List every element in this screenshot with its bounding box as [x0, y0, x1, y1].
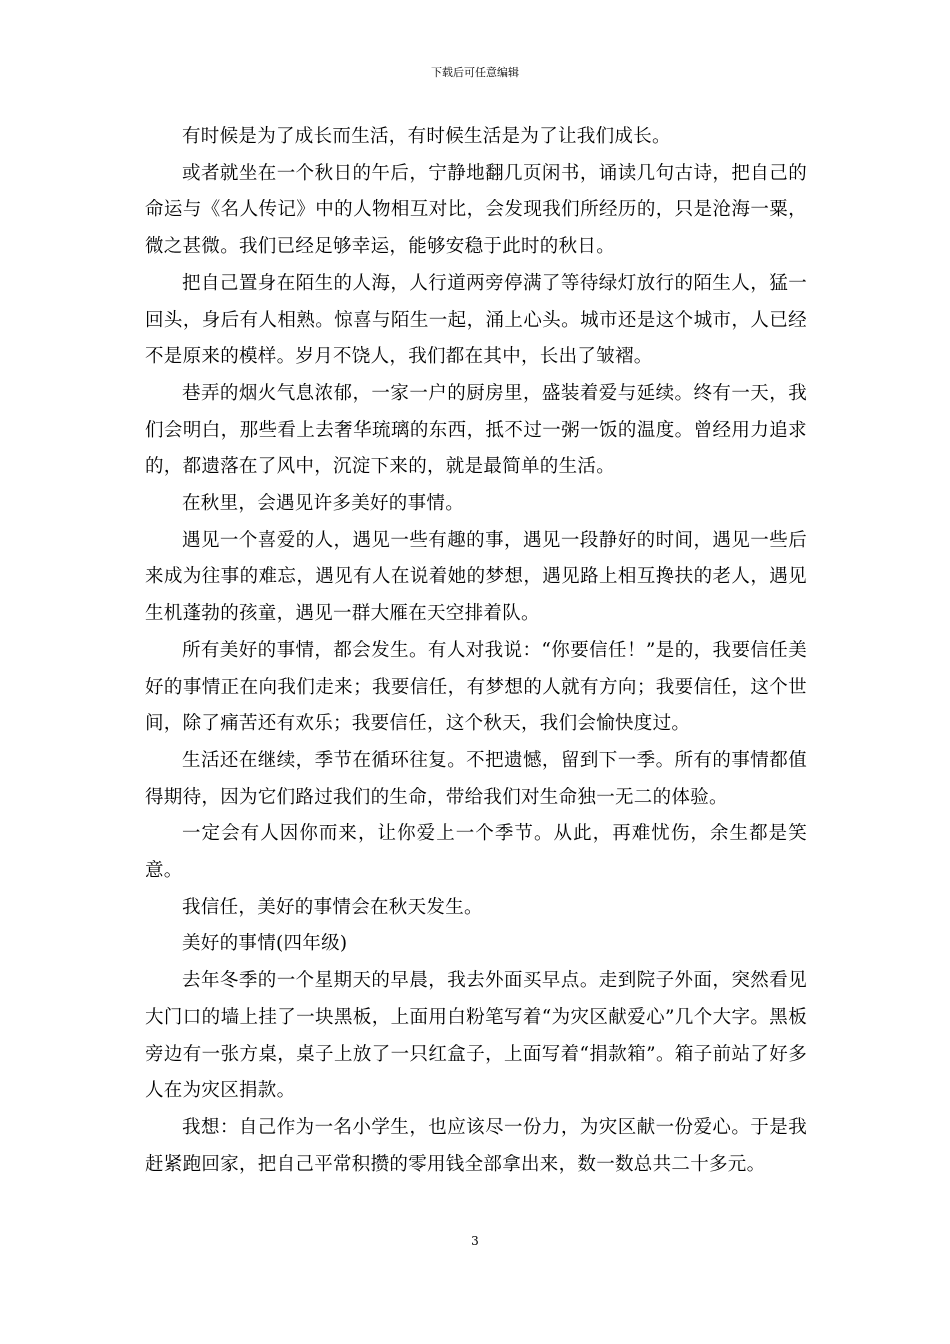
paragraph: 巷弄的烟火气息浓郁，一家一户的厨房里，盛装着爱与延续。终有一天，我们会明白，那些看上去奢华琉璃的东西，抵不过一粥一饭的温度。曾经用力追求的，都遗落在了风中，沉淀下来的，就是最简单的生活。 [145, 382, 807, 478]
paragraph: 遇见一个喜爱的人，遇见一些有趣的事，遇见一段静好的时间，遇见一些后来成为往事的难忘，遇见有人在说着她的梦想，遇见路上相互搀扶的老人，遇见生机蓬勃的孩童，遇见一群大雁在天空排着队。 [145, 529, 807, 625]
paragraph: 所有美好的事情，都会发生。有人对我说：“你要信任！”是的，我要信任美好的事情正在向我们走来；我要信任，有梦想的人就有方向；我要信任，这个世间，除了痛苦还有欢乐；我要信任，这个秋天，我们会愉快度过。 [145, 639, 807, 735]
page-number: 3 [471, 1234, 479, 1248]
paragraph: 把自己置身在陌生的人海，人行道两旁停满了等待绿灯放行的陌生人，猛一回头，身后有人相熟。惊喜与陌生一起，涌上心头。城市还是这个城市，人已经不是原来的模样。岁月不饶人，我们都在其中，长出了皱褶。 [145, 272, 807, 368]
page-header: 下载后可任意编辑 [431, 66, 519, 79]
paragraph: 我信任，美好的事情会在秋天发生。 [182, 896, 483, 918]
paragraph: 一定会有人因你而来，让你爱上一个季节。从此，再难忧伤，余生都是笑意。 [145, 823, 807, 882]
paragraph: 有时候是为了成长而生活，有时候生活是为了让我们成长。 [182, 126, 671, 147]
paragraph: 在秋里，会遇见许多美好的事情。 [182, 493, 465, 515]
paragraph: 去年冬季的一个星期天的早晨，我去外面买早点。走到院子外面，突然看见大门口的墙上挂了一块黑板，上面用白粉笔写着“为灾区献爱心”几个大字。黑板旁边有一张方桌，桌子上放了一只红盒子，上面写着“捐款箱”。箱子前站了好多人在为灾区捐款。 [145, 970, 807, 1102]
document-body [145, 119, 807, 1183]
paragraph: 我想：自己作为一名小学生，也应该尽一份力，为灾区献一份爱心。于是我赶紧跑回家，把自己平常积攒的零用钱全部拿出来，数一数总共二十多元。 [145, 1116, 807, 1175]
paragraph: 生活还在继续，季节在循环往复。不把遗憾，留到下一季。所有的事情都值得期待，因为它们路过我们的生命，带给我们对生命独一无二的体验。 [145, 749, 807, 808]
paragraph: 或者就坐在一个秋日的午后，宁静地翻几页闲书，诵读几句古诗，把自己的命运与《名人传记》中的人物相互对比，会发现我们所经历的，只是沧海一粟，微之甚微。我们已经足够幸运，能够安稳于此时的秋日。 [145, 162, 807, 258]
section-heading: 美好的事情(四年级) [182, 933, 348, 955]
